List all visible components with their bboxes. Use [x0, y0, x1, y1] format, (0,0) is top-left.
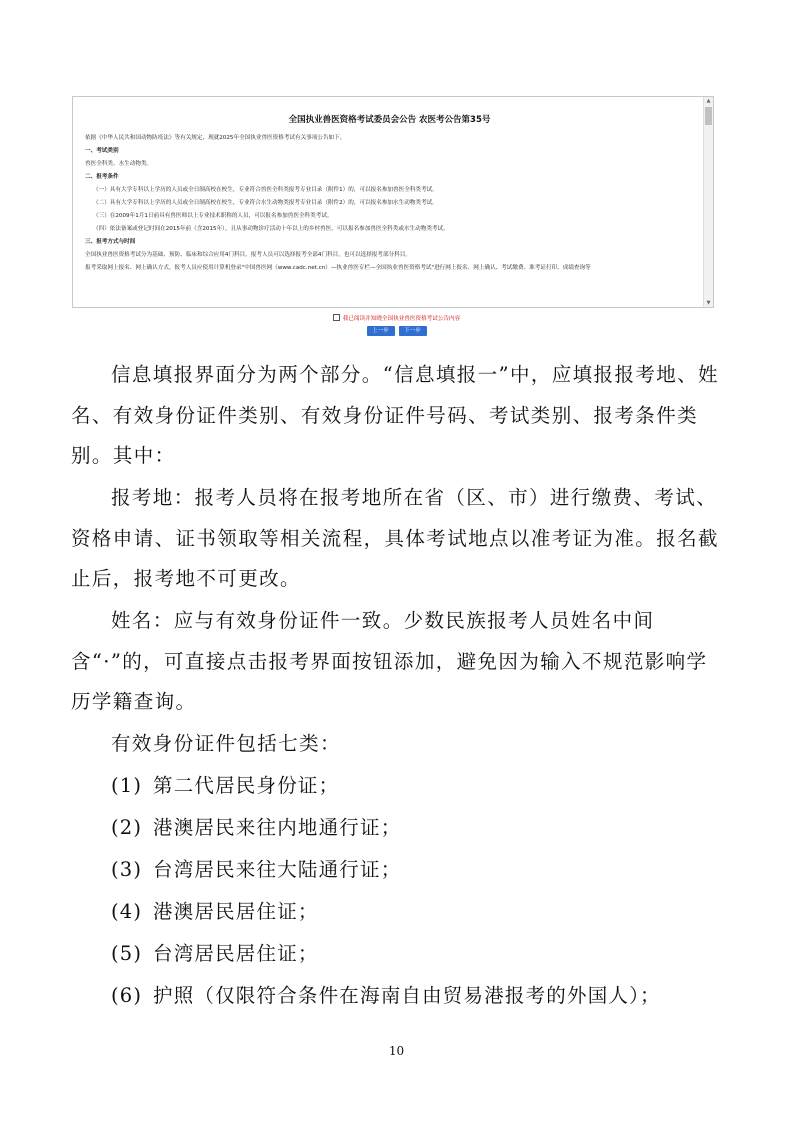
announcement-line: 兽医全科类、水生动物类。: [85, 161, 153, 167]
announcement-title: 全国执业兽医资格考试委员会公告 农医考公告第35号: [288, 115, 491, 125]
announcement-heading: 一、考试类别: [85, 148, 119, 154]
agree-label: 我已阅读并知晓全国执业兽医资格考试公告内容: [342, 316, 461, 322]
step-buttons: [0, 326, 793, 336]
announcement-heading: 二、报考条件: [85, 174, 119, 180]
announcement-line: （三）在2009年1月1日前具有兽医师以上专业技术职称的人员，可以报名参加兽医全科类考试。: [93, 213, 333, 219]
paragraph-intro: 信息填报界面分为两个部分。“信息填报一”中，应填报报考地、姓名、有效身份证件类别、有效身份证件号码、考试类别、报考条件类别。其中：: [71, 363, 719, 467]
list-item: (5) 台湾居民居住证；: [111, 942, 319, 965]
agree-checkbox[interactable]: [333, 314, 340, 321]
announcement-line: （二）具有大学专科以上学历的人员或全日制高校在校生，专业符合水生动物类报考专业目录（附件2）的，可以报名参加水生动物类考试。: [93, 200, 438, 206]
announcement-line: （一）具有大学专科以上学历的人员或全日制高校在校生，专业符合兽医全科类报考专业目录（附件1）的，可以报名参加兽医全科类考试。: [93, 187, 438, 193]
list-item: (2) 港澳居民来往内地通行证；: [111, 816, 402, 839]
list-item: (4) 港澳居民居住证；: [111, 900, 319, 923]
prev-step-button[interactable]: 上一步: [367, 326, 395, 336]
paragraph-id-types: 有效身份证件包括七类：: [111, 732, 341, 755]
announcement-screenshot: [72, 96, 714, 308]
paragraph-name: 姓名：应与有效身份证件一致。少数民族报考人员姓名中间含“·”的，可直接点击报考界面按钮添加，避免因为输入不规范影响学历学籍查询。: [71, 609, 708, 713]
scroll-up-icon[interactable]: ▲: [706, 98, 711, 104]
scrollbar-thumb[interactable]: [705, 107, 712, 125]
announcement-line: 全国执业兽医资格考试分为基础、预防、临床和综合应用4门科目，报考人员可以选择报考全部4门科目，也可以选择报考部分科目。: [85, 252, 411, 258]
list-item: (6) 护照（仅限符合条件在海南自由贸易港报考的外国人）；: [111, 984, 661, 1007]
list-item: (3) 台湾居民来往大陆通行证；: [111, 858, 402, 881]
vertical-scrollbar[interactable]: [703, 97, 713, 307]
announcement-heading: 三、报考方式与时间: [85, 239, 136, 245]
scroll-down-icon[interactable]: ▼: [706, 300, 711, 306]
list-item: (1) 第二代居民身份证；: [111, 774, 340, 797]
paragraph-exam-location: 报考地：报考人员将在报考地所在省（区、市）进行缴费、考试、资格申请、证书领取等相关流程，具体考试地点以准考证为准。报名截止后，报考地不可更改。: [71, 486, 719, 590]
next-step-button[interactable]: 下一步: [399, 326, 427, 336]
announcement-line: （四）依法备案或登记时间在2015年前（含2015年），且从事动物诊疗活动十年以上的乡村兽医，可以报名参加兽医全科类或水生动物类考试。: [93, 226, 449, 232]
page-number: 10: [388, 1044, 405, 1058]
announcement-line: 报考采取网上报名、网上确认方式。报考人员应使用计算机登录"中国兽医网（www.cadc.net.cn）—执业兽医专栏—全国执业兽医资格考试"进行网上报名、网上确认、考试缴费、准考证打印、成绩查询等: [85, 265, 591, 271]
announcement-content: [73, 97, 704, 307]
announcement-line: 依据《中华人民共和国动物防疫法》等有关规定，现就2025年全国执业兽医资格考试有关事项公告如下。: [85, 135, 346, 141]
agree-row: [0, 314, 793, 322]
